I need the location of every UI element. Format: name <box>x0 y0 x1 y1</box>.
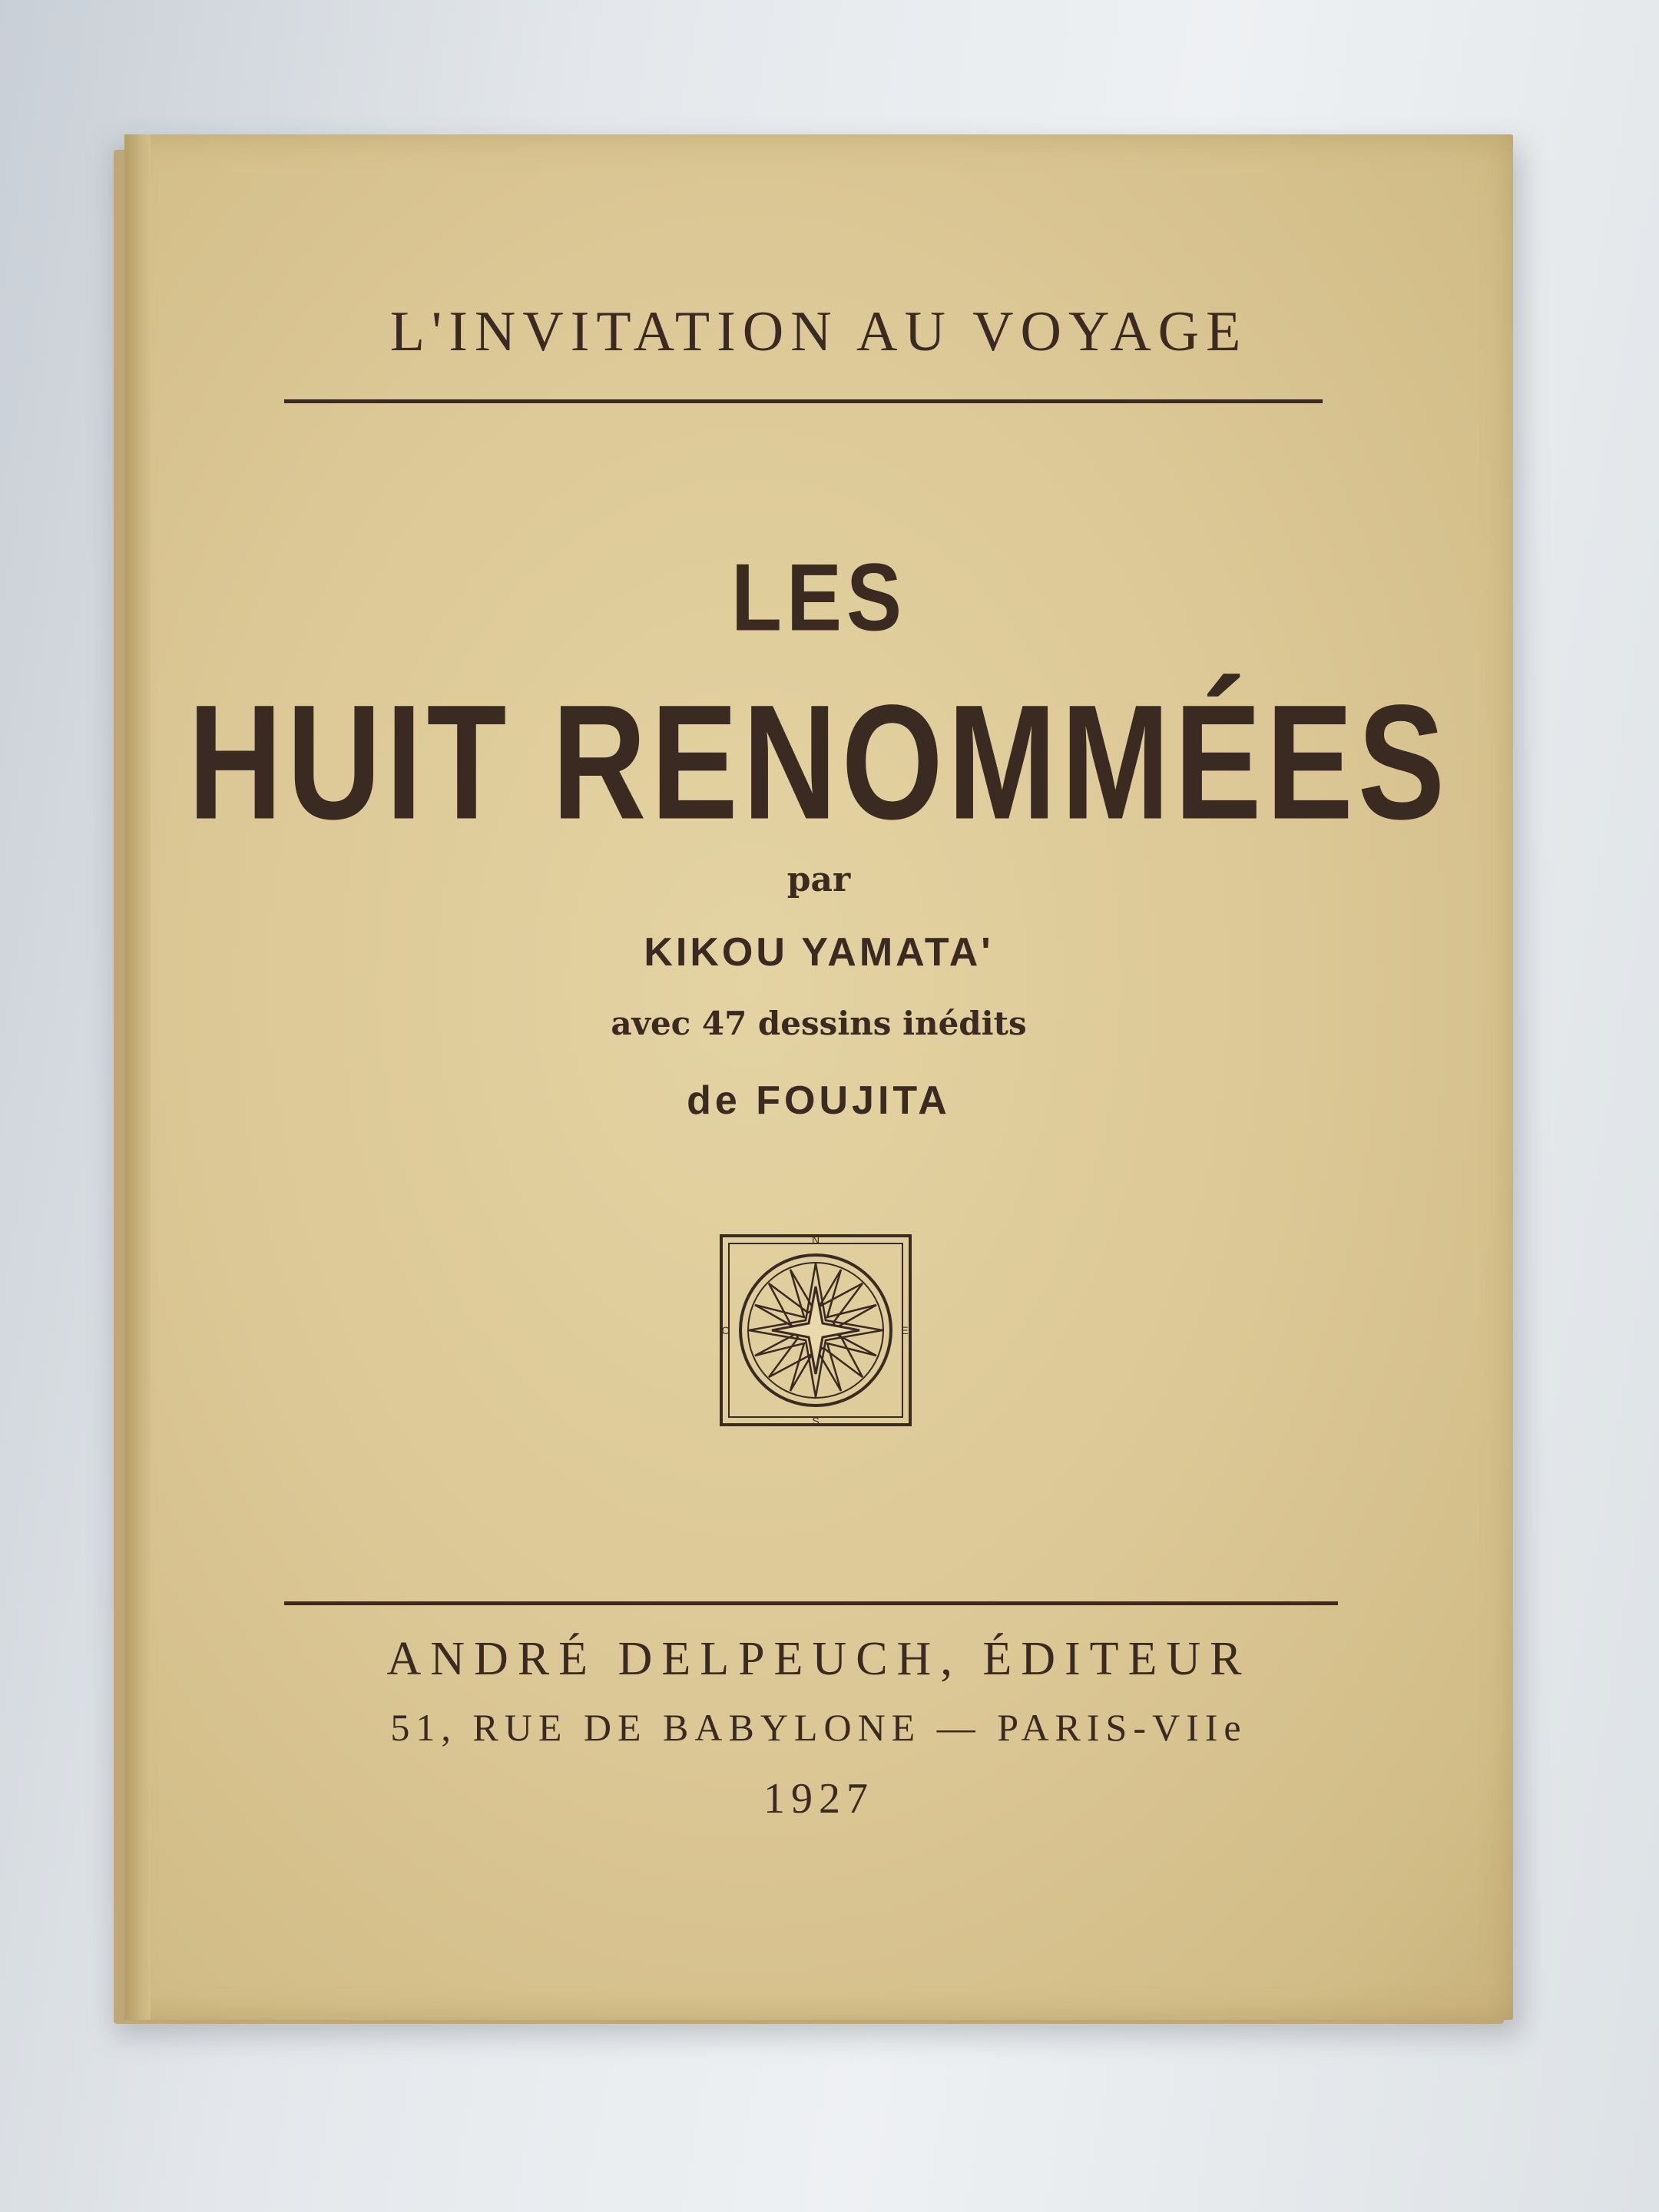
compass-label-e: E <box>901 1324 909 1336</box>
series-title: L'INVITATION AU VOYAGE <box>389 300 1248 363</box>
title-line-2: HUIT RENOMMÉES <box>187 671 1450 854</box>
top-rule <box>284 399 1323 403</box>
publisher-address <box>124 1705 1513 1750</box>
publisher-name: ANDRÉ DELPEUCH, ÉDITEUR <box>386 1633 1251 1685</box>
compass-rose-emblem <box>718 1233 913 1428</box>
by-label: par <box>786 860 851 899</box>
illustrator-name: de FOUJITA <box>687 1078 951 1123</box>
author-name: KIKOU YAMATA' <box>644 930 994 975</box>
compass-label-n: N <box>811 1233 820 1246</box>
title-line-1: LES <box>730 543 907 651</box>
illustrations-note: avec 47 dessins inédits <box>611 1005 1027 1042</box>
publication-year: 1927 <box>763 1775 874 1823</box>
compass-label-s: S <box>812 1415 820 1427</box>
book-cover <box>124 134 1513 2020</box>
bottom-rule <box>284 1601 1338 1605</box>
address-city: PARIS-VIIe <box>997 1706 1247 1749</box>
compass-label-o: O <box>721 1324 730 1336</box>
address-separator: — <box>936 1706 982 1749</box>
address-street: 51, RUE DE BABYLONE <box>390 1706 922 1749</box>
